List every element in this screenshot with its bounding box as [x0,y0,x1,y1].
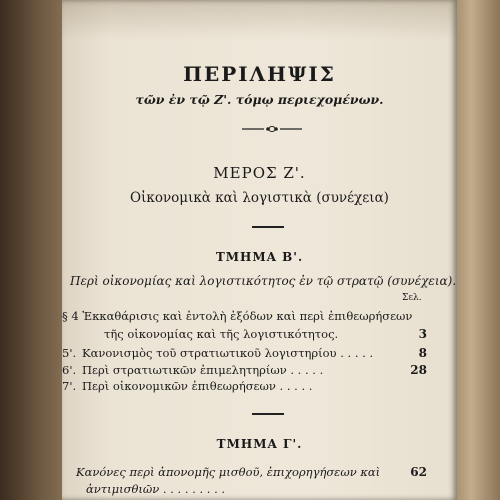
section-divider [252,226,284,228]
toc-entry-label: ἀντιμισθιῶν . . . . . . . . . [86,482,226,496]
toc-entry-page: 62 [410,465,427,479]
toc-entry-label: Κανονισμὸς τοῦ στρατιωτικοῦ λογιστηρίου . . . . . [82,346,374,360]
page-top-shadow [62,0,457,40]
section-divider [252,413,284,415]
book-right-cover-edge [452,0,500,500]
toc-entry-label: Περὶ οἰκονομικῶν ἐπιθεωρήσεων . . . . . [82,379,313,393]
page-column-label: Σελ. [402,293,422,303]
section-b-subheading: Περὶ οἰκονομίας καὶ λογιστικότητος ἐν τῷ στρατῷ (συνέχεια). [70,274,457,288]
book-page [62,0,457,500]
part-heading: ΜΕΡΟΣ Ζ'. [213,164,306,182]
toc-entry-page: 28 [410,363,427,377]
section-b-heading: ΤΜΗΜΑ Β'. [215,250,304,264]
toc-entry-marker: 7'. [62,379,77,393]
toc-entry-page: 8 [418,346,427,360]
toc-entry-page: 3 [418,327,427,341]
part-subheading: Οἰκονομικὰ καὶ λογιστικὰ (συνέχεια) [130,190,389,206]
toc-entry-label: τῆς οἰκονομίας καὶ τῆς λογιστικότητος. [104,327,339,341]
toc-entry-label: Περὶ στρατιωτικῶν ἐπιμελητηρίων . . . . . [82,363,324,377]
toc-entry-marker: 6'. [62,363,77,377]
book-left-page-edge [0,0,70,500]
page-title: ΠΕΡΙΛΗΨΙΣ [183,62,336,86]
page-subtitle: τῶν ἐν τῷ Ζ'. τόμῳ περιεχομένων. [135,92,384,107]
section-c-heading: ΤΜΗΜΑ Γ'. [216,437,303,451]
toc-entry-label: Κανόνες περὶ ἀπονομῆς μισθοῦ, ἐπιχορηγήσεων καὶ [76,465,381,479]
toc-entry-marker: 5'. [62,346,77,360]
ornament-divider-icon [242,124,302,134]
toc-entry-label: § 4 Ἐκκαθάρισις καὶ ἐντολὴ ἐξόδων καὶ περὶ ἐπιθεωρήσεων [62,309,413,323]
